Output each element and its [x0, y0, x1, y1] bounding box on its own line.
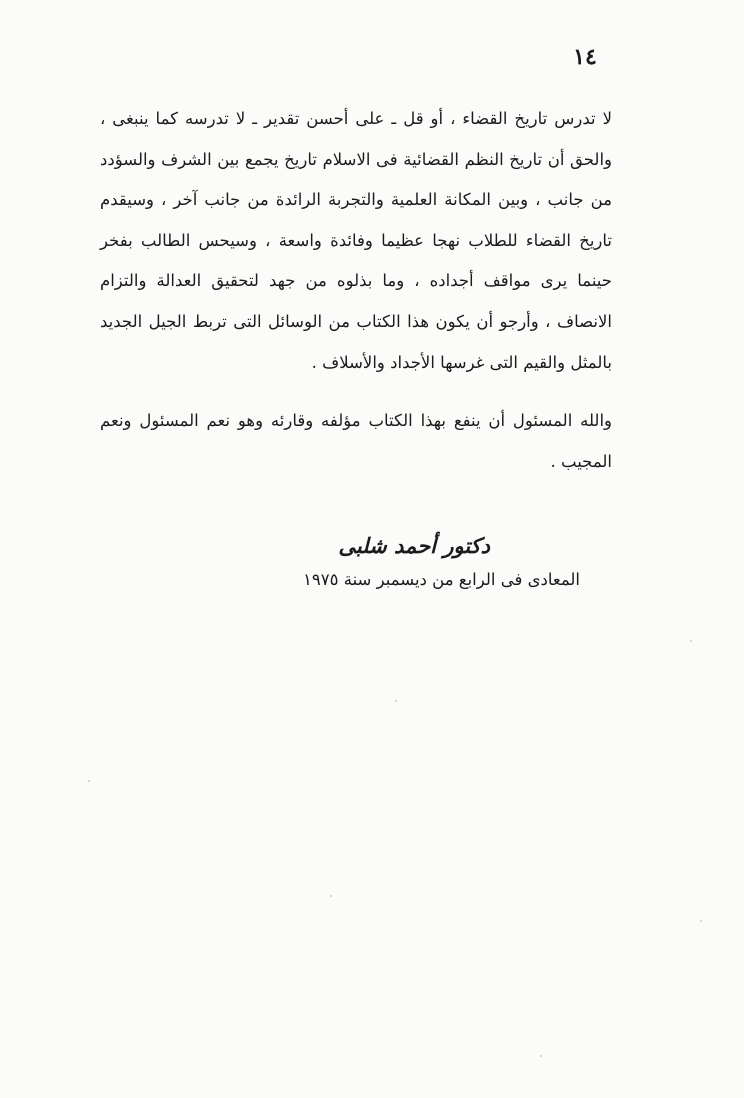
scan-speck	[690, 640, 692, 642]
author-signature: دكتور أحمد شلبى	[338, 533, 490, 558]
place-and-date: المعادى فى الرابع من ديسمبر سنة ١٩٧٥	[303, 570, 580, 589]
page-number: ١٤	[573, 44, 597, 70]
scan-speck	[330, 895, 332, 897]
paragraph-2: والله المسئول أن ينفع بهذا الكتاب مؤلفه وقارئه وهو نعم المسئول ونعم المجيب .	[100, 411, 612, 471]
body-text	[100, 99, 612, 482]
scan-speck	[540, 1055, 542, 1057]
scan-speck	[88, 780, 90, 782]
scan-speck	[395, 700, 397, 702]
scan-speck	[700, 920, 702, 922]
paragraph-1: لا تدرس تاريخ القضاء ، أو قل ـ على أحسن تقدير ـ لا تدرسه كما ينبغى ، والحق أن تاريخ النظم القضائية فى الاسلام تاريخ يجمع بين الشرف والسؤدد من جانب ، وبين المكانة العلمية والتجربة الرائدة من جانب آخر ، وسيقدم تاريخ القضاء للطلاب نهجا عظيما وفائدة واسعة ، وسيحس الطالب بفخر حينما يرى مواقف أجداده ، وما بذلوه من جهد لتحقيق العدالة والتزام الانصاف ، وأرجو أن يكون هذا الكتاب من الوسائل التى تربط الجيل الجديد بالمثل والقيم التى غرسها الأجداد والأسلاف .	[100, 109, 612, 372]
